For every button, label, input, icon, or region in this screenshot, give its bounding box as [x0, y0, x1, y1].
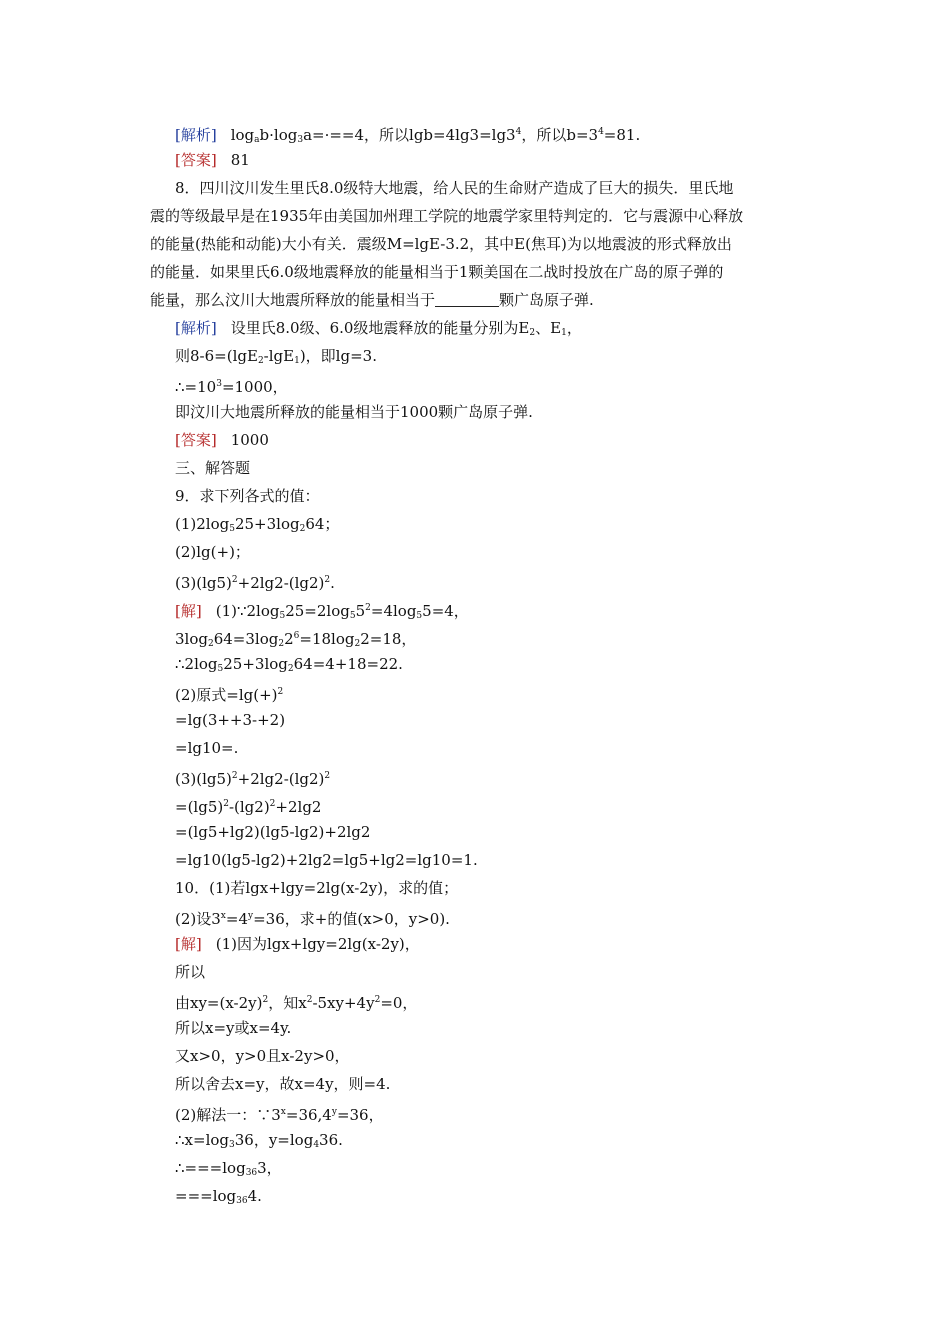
- text: 三、解答题: [175, 459, 251, 477]
- question-9: [175, 482, 815, 510]
- question-8-line-4: [150, 258, 815, 286]
- analysis-8-line-3: [175, 370, 815, 398]
- text: 10．(1)若lgx+lgy=2lg(x-2y)，求的值；: [175, 879, 459, 897]
- text: 2=18，: [360, 630, 417, 648]
- text: b·log: [259, 126, 298, 144]
- text: =36，: [336, 1106, 384, 1124]
- text: =81.: [603, 126, 641, 144]
- superscript: 2: [306, 995, 313, 1005]
- solution-9-line-10: [175, 846, 815, 874]
- text: -5xy+4y: [312, 994, 375, 1012]
- subscript: 5: [217, 664, 224, 674]
- text: 25+3log: [223, 655, 288, 673]
- superscript: y: [248, 911, 254, 921]
- text: (1)因为lgx+lgy=2lg(x-2y)，: [215, 935, 420, 953]
- superscript: 2: [324, 771, 331, 781]
- text: 即汶川大地震所释放的能量相当于1000颗广岛原子弹.: [175, 403, 533, 421]
- text: =lg10=.: [175, 739, 239, 757]
- text: (2)设3: [175, 910, 221, 928]
- subscript: 3: [229, 1140, 235, 1150]
- text: =(lg5+lg2)(lg5-lg2)+2lg2: [175, 823, 371, 841]
- text: 8．四川汶川发生里氏8.0级特大地震，给人民的生命财产造成了巨大的损失．里氏地: [175, 179, 734, 197]
- subscript: 2: [278, 639, 285, 649]
- solution-9-line-8: [175, 790, 815, 818]
- subscript: 5: [229, 524, 235, 534]
- superscript: 4: [598, 127, 604, 137]
- text: 能量，那么汶川大地震所释放的能量相当于: [150, 291, 436, 309]
- answer-line-7: [175, 146, 815, 174]
- text: 所以舍去x=y，故x=4y，则=4.: [175, 1075, 391, 1093]
- superscript: 2: [324, 575, 331, 585]
- text: 、E: [535, 319, 562, 337]
- solution-9-line-3: [175, 650, 815, 678]
- solution-10-line-7: [175, 1098, 815, 1126]
- text: 3，: [257, 1159, 282, 1177]
- solution-9-line-7: [175, 762, 815, 790]
- superscript: y: [331, 1107, 337, 1117]
- superscript: x: [220, 911, 226, 921]
- solution-9-line-2: [175, 622, 815, 650]
- question-8-line-2: [150, 202, 815, 230]
- answer-blank: [435, 290, 499, 307]
- text: -lgE: [263, 347, 295, 365]
- question-9-part-1: [175, 510, 815, 538]
- text: +2lg2-(lg2): [237, 770, 325, 788]
- superscript: 2: [231, 575, 238, 585]
- solution-9-line-9: [175, 818, 815, 846]
- solution-10-line-4: [175, 1014, 815, 1042]
- text: 的能量．如果里氏6.0级地震释放的能量相当于1颗美国在二战时投放在广岛的原子弹的: [150, 263, 724, 281]
- analysis-tag: [解析]: [175, 126, 217, 144]
- question-10-part-1: [175, 874, 815, 902]
- document-body: [150, 118, 815, 1210]
- question-8-line-3: [150, 230, 815, 258]
- answer-line-8: [175, 426, 815, 454]
- subscript: 36: [245, 1168, 258, 1178]
- text: (2)lg(+)；: [175, 543, 250, 561]
- text: =4: [225, 910, 248, 928]
- question-9-part-3: [175, 566, 815, 594]
- subscript: 2: [299, 524, 306, 534]
- subscript: 5: [279, 611, 286, 621]
- solution-9-line-4: [175, 678, 815, 706]
- subscript: 2: [207, 639, 214, 649]
- text: 2: [284, 630, 294, 648]
- text: 所以: [175, 963, 206, 981]
- text: =lg10(lg5-lg2)+2lg2=lg5+lg2=lg10=1.: [175, 851, 478, 869]
- text: ，知x: [268, 994, 307, 1012]
- subscript: 2: [529, 328, 536, 338]
- text: =36，求+的值(x>0，y>0).: [253, 910, 450, 928]
- text: .: [330, 574, 335, 592]
- text: 4.: [247, 1187, 262, 1205]
- text: =1000，: [221, 378, 288, 396]
- text: 的能量(热能和动能)大小有关．震级M=lgE-3.2，其中E(焦耳)为以地震波的形式释放出: [150, 235, 732, 253]
- text: (3)(lg5): [175, 770, 232, 788]
- subscript: a: [254, 135, 260, 145]
- text: (3)(lg5): [175, 574, 232, 592]
- text: 设里氏8.0级、6.0级地震释放的能量分别为E: [230, 319, 530, 337]
- solution-10-line-2: [175, 958, 815, 986]
- text: ，: [566, 319, 582, 337]
- analysis-8-line-4: [175, 398, 815, 426]
- text: ，所以b=3: [521, 126, 599, 144]
- text: ∴=10: [175, 378, 217, 396]
- superscript: x: [280, 1107, 286, 1117]
- solution-10-line-8: [175, 1126, 815, 1154]
- superscript: 2: [277, 687, 284, 697]
- text: (2)原式=lg(+): [175, 686, 278, 704]
- text: =0，: [380, 994, 418, 1012]
- superscript: 2: [374, 995, 381, 1005]
- text: =4log: [370, 602, 417, 620]
- subscript: 1: [561, 328, 567, 338]
- text: (1)2log: [175, 515, 230, 533]
- solution-tag: [解]: [175, 935, 202, 953]
- text: 则8-6=(lgE: [175, 347, 258, 365]
- text: a=·==4，所以lgb=4lg3=lg3: [303, 126, 516, 144]
- solution-10-line-1: [175, 930, 815, 958]
- subscript: 2: [257, 356, 264, 366]
- subscript: 2: [354, 639, 361, 649]
- solution-10-line-3: [175, 986, 815, 1014]
- text: ===log: [175, 1187, 237, 1205]
- text: (2)解法一：∵3: [175, 1106, 281, 1124]
- subscript: 1: [294, 356, 300, 366]
- solution-9-line-5: [175, 706, 815, 734]
- text: ∴x=log: [175, 1131, 230, 1149]
- text: 64=4+18=22.: [293, 655, 403, 673]
- text: 5: [355, 602, 366, 620]
- solution-10-line-10: [175, 1182, 815, 1210]
- text: =lg(3++3-+2): [175, 711, 286, 729]
- text: =18log: [299, 630, 355, 648]
- text: 由xy=(x-2y): [175, 994, 263, 1012]
- superscript: 2: [262, 995, 269, 1005]
- text: 25+3log: [234, 515, 300, 533]
- solution-10-line-9: [175, 1154, 815, 1182]
- subscript: 2: [287, 664, 294, 674]
- text: ∴2log: [175, 655, 218, 673]
- text: )，即lg=3.: [299, 347, 377, 365]
- text: 36，y=log: [234, 1131, 314, 1149]
- answer-tag: [答案]: [175, 431, 217, 449]
- superscript: 3: [216, 379, 222, 389]
- solution-10-line-6: [175, 1070, 815, 1098]
- text: =36,4: [285, 1106, 332, 1124]
- analysis-8-line-2: [175, 342, 815, 370]
- text: log: [230, 126, 255, 144]
- subscript: 5: [416, 611, 423, 621]
- question-9-part-2: [175, 538, 815, 566]
- subscript: 36: [236, 1196, 248, 1206]
- solution-9-line-6: [175, 734, 815, 762]
- analysis-line-7: [175, 118, 815, 146]
- solution-9-line-1: [175, 594, 815, 622]
- superscript: 6: [293, 631, 300, 641]
- analysis-line-8: [175, 314, 815, 342]
- analysis-tag: [解析]: [175, 319, 217, 337]
- subscript: 4: [313, 1140, 320, 1150]
- text: 3log: [175, 630, 208, 648]
- text: ∴===log: [175, 1159, 246, 1177]
- superscript: 2: [231, 771, 238, 781]
- superscript: 2: [365, 603, 371, 613]
- text: -(lg2): [228, 798, 270, 816]
- text: +2lg2-(lg2): [237, 574, 325, 592]
- section-heading: [175, 454, 815, 482]
- superscript: 4: [515, 127, 522, 137]
- question-8-line-5: [150, 286, 815, 314]
- answer-value: 1000: [230, 431, 269, 449]
- text: 64；: [305, 515, 340, 533]
- text: 36.: [319, 1131, 343, 1149]
- answer-value: 81: [230, 151, 250, 169]
- text: 又x>0，y>0且x-2y>0，: [175, 1047, 350, 1065]
- question-10-part-2: [175, 902, 815, 930]
- solution-10-line-5: [175, 1042, 815, 1070]
- text: =(lg5): [175, 798, 224, 816]
- text: +2lg2: [275, 798, 322, 816]
- solution-tag: [解]: [175, 602, 202, 620]
- text: 9．求下列各式的值：: [175, 487, 320, 505]
- text: (1)∵2log: [215, 602, 280, 620]
- text: 5=4，: [422, 602, 469, 620]
- subscript: 3: [297, 135, 304, 145]
- answer-tag: [答案]: [175, 151, 217, 169]
- text: 25=2log: [285, 602, 350, 620]
- text: 所以x=y或x=4y.: [175, 1019, 292, 1037]
- question-8-line-1: [175, 174, 815, 202]
- superscript: 2: [269, 799, 276, 809]
- text: 64=3log: [213, 630, 279, 648]
- text: 震的等级最早是在1935年由美国加州理工学院的地震学家里特判定的．它与震源中心释放: [150, 207, 744, 225]
- superscript: 2: [223, 799, 229, 809]
- text: 颗广岛原子弹.: [499, 291, 594, 309]
- subscript: 5: [349, 611, 356, 621]
